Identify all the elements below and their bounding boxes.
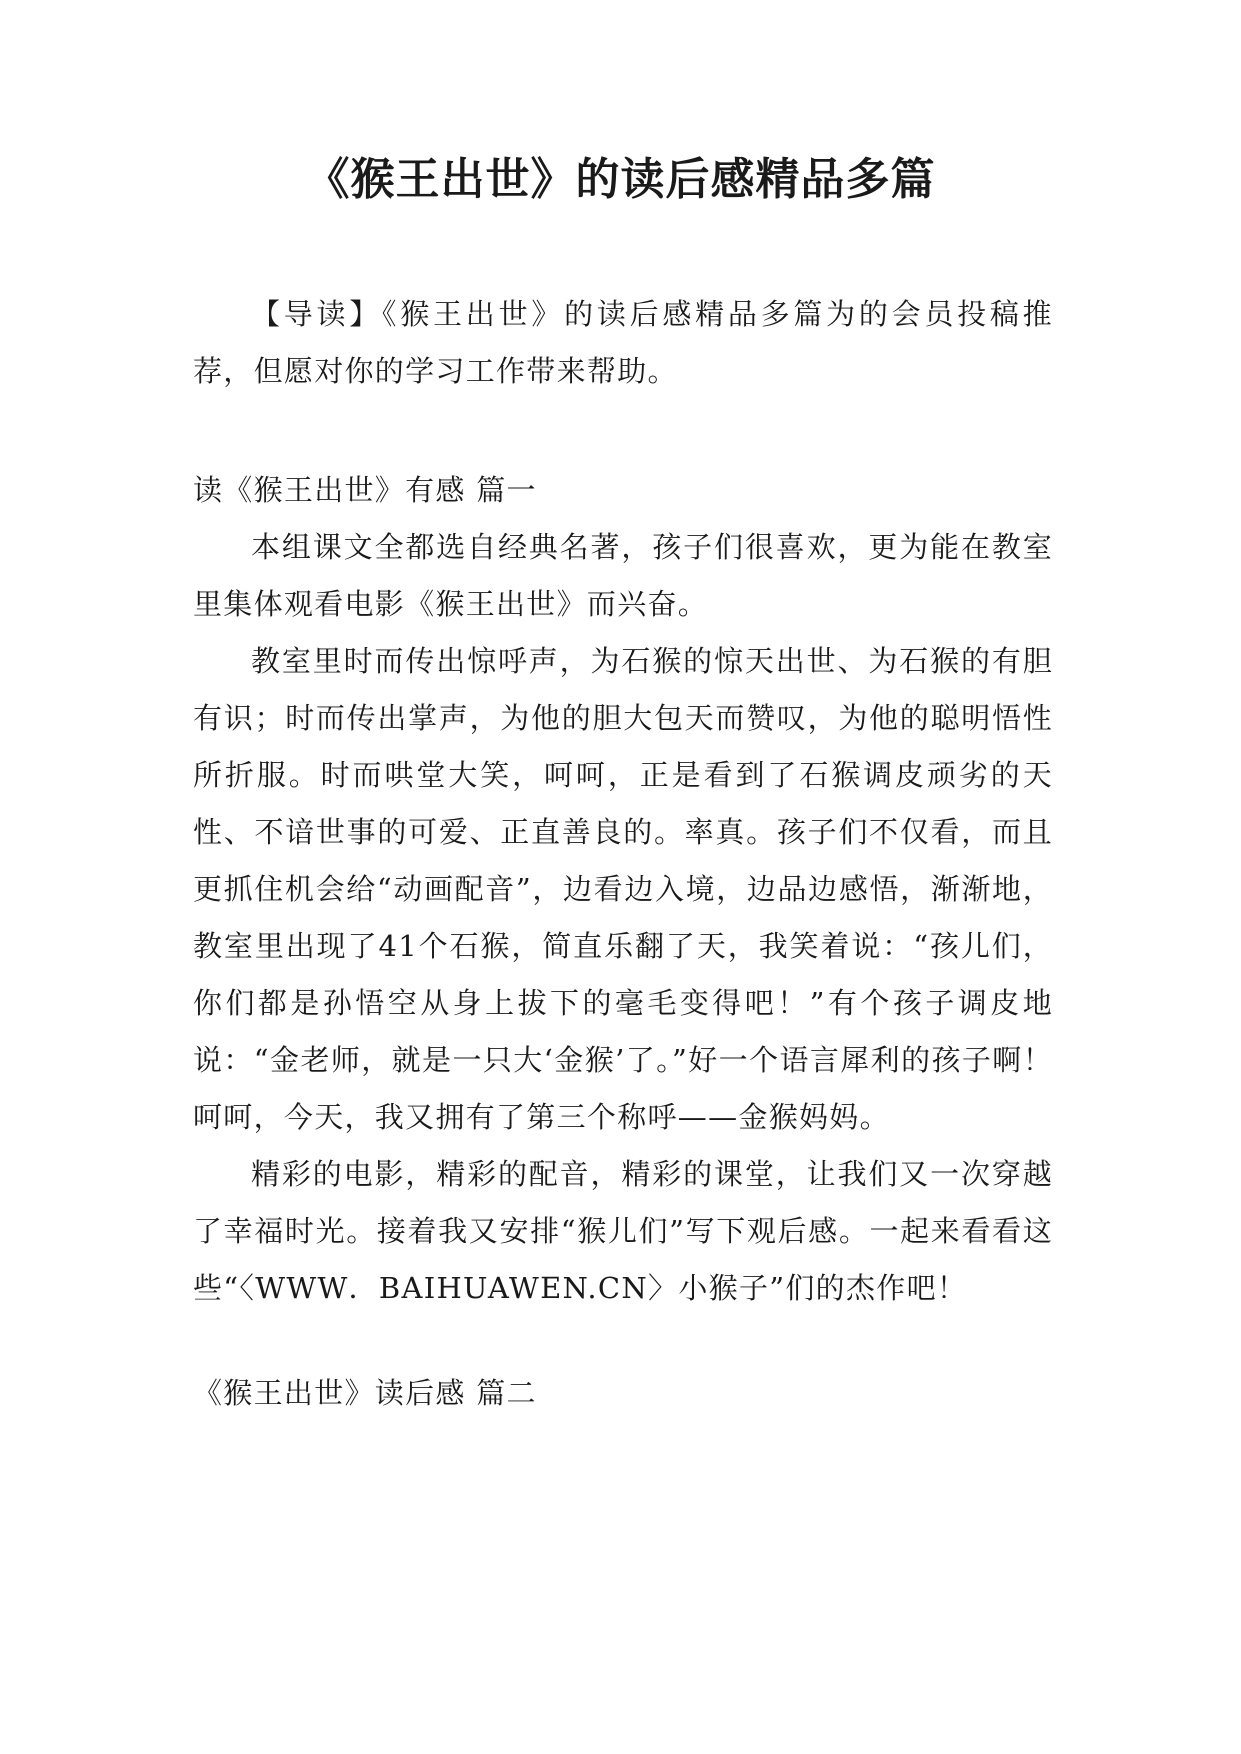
document-title: 《猴王出世》的读后感精品多篇 — [305, 154, 936, 205]
section-one-heading: 读《猴王出世》有感 篇一 — [193, 473, 537, 507]
section-one-paragraph-2: 教室里时而传出惊呼声，为石猴的惊天出世、为石猴的有胆有识；时而传出掌声，为他的胆大包天而赞叹，为他的聪明悟性所折服。时而哄堂大笑，呵呵，正是看到了石猴调皮顽劣的天性、不谙世事的可爱、正直善良的。率真。孩子们不仅看，而且更抓住机会给“动画配音”，边看边入境，边品边感悟，渐渐地，教室里出现了41个石猴，简直乐翻了天，我笑着说：“孩儿们，你们都是孙悟空从身上拔下的毫毛变得吧！”有个孩子调皮地说：“金老师，就是一只大‘金猴’了。”好一个语言犀利的孩子啊！呵呵，今天，我又拥有了第三个称呼——金猴妈妈。 — [193, 644, 1053, 1134]
section-one-paragraph-1: 本组课文全都选自经典名著，孩子们很喜欢，更为能在教室里集体观看电影《猴王出世》而兴奋。 — [193, 530, 1053, 621]
intro-block — [193, 286, 1053, 400]
section-two — [193, 1365, 1053, 1422]
intro-paragraph: 【导读】《猴王出世》的读后感精品多篇为的会员投稿推荐，但愿对你的学习工作带来帮助。 — [193, 297, 1053, 388]
section-one — [193, 462, 1053, 1317]
section-one-paragraph-3: 精彩的电影，精彩的配音，精彩的课堂，让我们又一次穿越了幸福时光。接着我又安排“猴儿们”写下观后感。一起来看看这些“〈WWW．BAIHUAWEN.CN〉小猴子”们的杰作吧！ — [193, 1157, 1053, 1305]
section-two-heading: 《猴王出世》读后感 篇二 — [193, 1376, 537, 1410]
